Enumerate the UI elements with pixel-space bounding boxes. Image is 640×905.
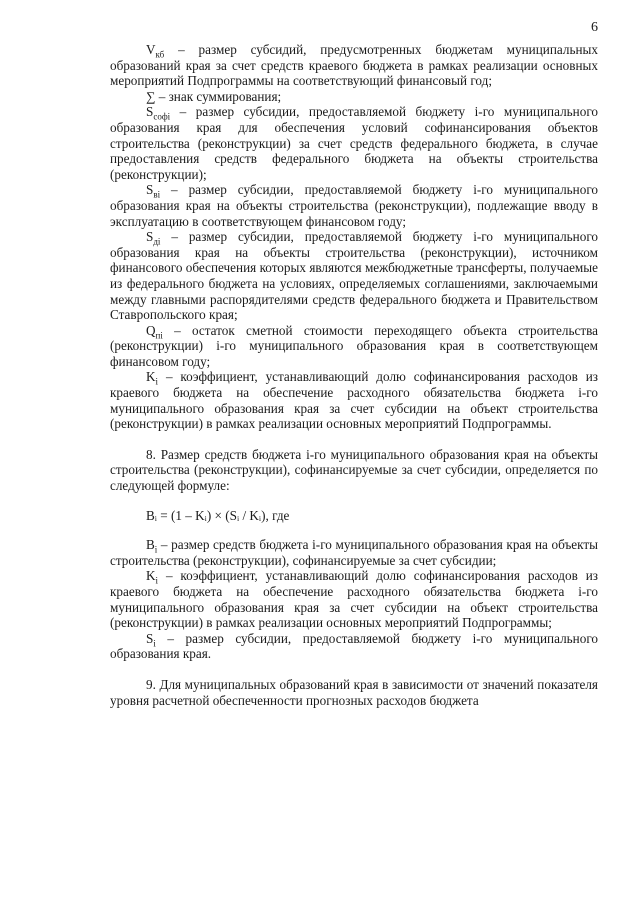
definition-text: – размер субсидии, предоставляемой бюджету i-го муниципального образования края. (110, 630, 598, 662)
definition-text: – коэффициент, устанавливающий долю софинансирования расходов из краевого бюджета на обеспечение расходного обязательства бюджета i-го муниципального образования края за счет субсидии на объект строительства (реконструкции) в рамках реализации основных мероприятий Подпрограммы. (110, 369, 598, 432)
definition-subscript: кб (155, 49, 165, 60)
paragraph-8: 8. Размер средств бюджета i-го муниципального образования края на объекты строительства (реконструкции), софинансируемые за счет субсидии, определяется по следующей формуле: (110, 446, 598, 494)
definition-text: – размер средств бюджета i-го муниципального образования края на объекты строительства (реконструкции), софинансируемые за счет субсидии; (110, 537, 598, 568)
definition-subscript: i (155, 576, 159, 587)
definition-subscript: i (155, 377, 159, 388)
definition-subscript: софi (153, 112, 171, 123)
definitions-block-1 (110, 42, 598, 432)
definition-symbol: ∑ (146, 88, 156, 104)
definition-item (110, 182, 598, 229)
definition-item (110, 631, 598, 662)
definition-text: – размер субсидии, предоставляемой бюджету i-го муниципального образования края для обеспечения условий софинансирования объектов строительства (реконструкции) за счет средств федерального бюджета, в случае предоставления средств федерального бюджета на объекты строительства (реконструкции); (110, 104, 598, 182)
definition-subscript: вi (153, 189, 161, 200)
definition-item (110, 229, 598, 323)
definition-text: – размер субсидии, предоставляемой бюджету i-го муниципального образования края на объекты строительства (реконструкции), подлежащие вводу в эксплуатацию в соответствующем финансовом году; (110, 182, 598, 229)
definition-text: – размер субсидии, предоставляемой бюджету i-го муниципального образования края на объекты строительства (реконструкции), источником финансового обеспечения которых являются межбюджетные трансферты, получаемые из федерального бюджета на условиях, определяемых соглашениями, заключаемыми между главными распорядителями средств федерального бюджета и Правительством Ставропольского края; (110, 229, 598, 323)
definition-subscript: дi (153, 236, 161, 247)
definition-text: – остаток сметной стоимости переходящего объекта строительства (реконструкции) i-го муниципального образования края в соответствующем финансовом году; (110, 322, 598, 369)
definitions-block-2 (110, 537, 598, 662)
definition-text: – размер субсидий, предусмотренных бюджетам муниципальных образований края за счет средств краевого бюджета в рамках реализации основных мероприятий Подпрограммы на соответствующий финансовый год; (110, 42, 598, 89)
definition-symbol: Q (146, 322, 156, 338)
definition-item (110, 568, 598, 630)
definition-subscript: пi (155, 330, 163, 341)
definition-text: – знак суммирования; (155, 88, 282, 104)
page-number: 6 (591, 20, 598, 35)
definition-symbol: S (146, 630, 154, 646)
definition-item (110, 104, 598, 182)
definition-item (110, 89, 598, 105)
definition-item (110, 369, 598, 431)
definition-symbol: K (146, 369, 156, 385)
definition-item (110, 42, 598, 89)
definition-symbol: K (146, 568, 156, 584)
definition-symbol: S (146, 229, 154, 245)
document-body (110, 42, 598, 708)
definition-symbol: S (146, 182, 154, 198)
definition-subscript: i (153, 638, 156, 649)
formula: Bᵢ = (1 – Kᵢ) × (Sᵢ / Kᵢ), где (146, 507, 290, 523)
definition-symbol: V (146, 42, 156, 57)
definition-subscript: i (154, 544, 158, 555)
definition-item (110, 323, 598, 370)
definition-item (110, 537, 598, 568)
paragraph-9: 9. Для муниципальных образований края в зависимости от значений показателя уровня расчетной обеспеченности прогнозных расходов бюджета (110, 676, 598, 708)
definition-symbol: B (146, 537, 155, 553)
definition-text: – коэффициент, устанавливающий долю софинансирования расходов из краевого бюджета на обеспечение расходного обязательства бюджета i-го муниципального образования края за счет субсидии на объект строительства (реконструкции) в рамках реализации основных мероприятий Подпрограммы; (110, 568, 598, 631)
definition-symbol: S (146, 104, 154, 120)
